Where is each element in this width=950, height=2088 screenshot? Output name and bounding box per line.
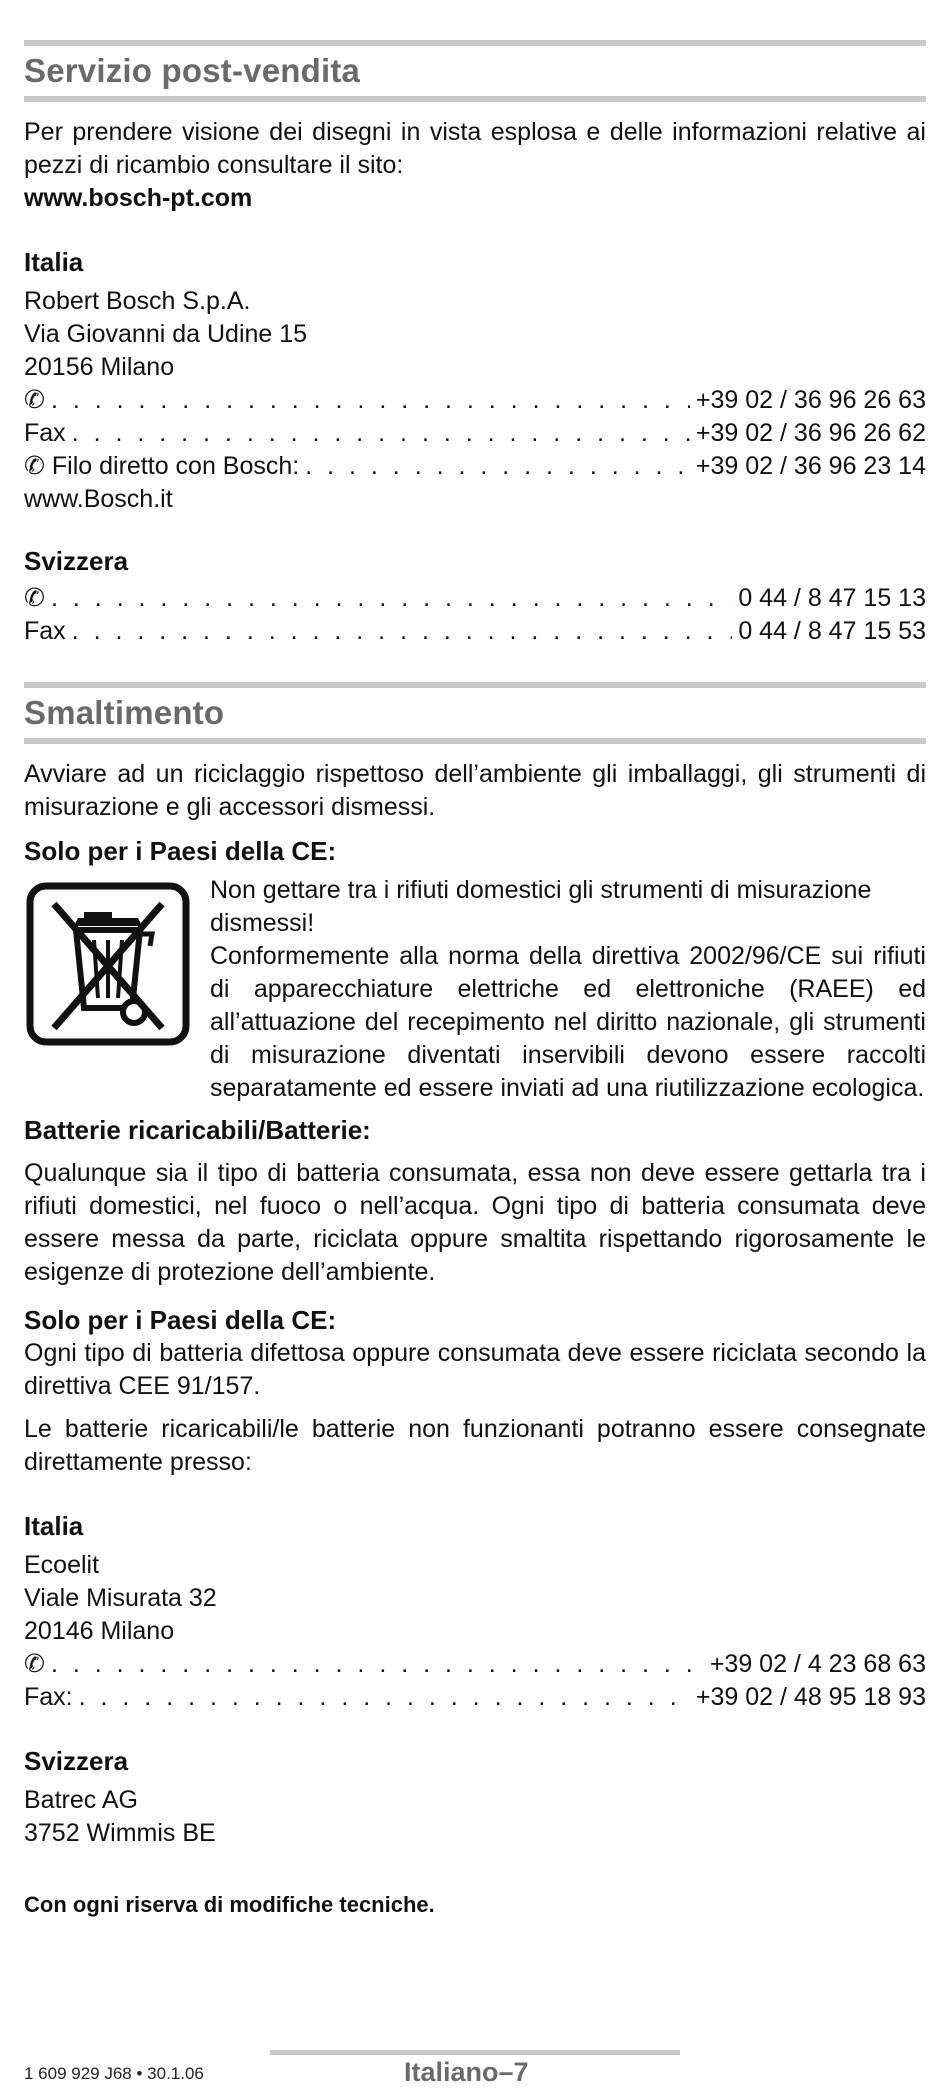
italia-website[interactable]: www.Bosch.it <box>24 485 173 513</box>
address-line: 20156 Milano <box>24 353 175 381</box>
service-svizzera-contacts <box>24 582 926 648</box>
leader-dots <box>51 1648 704 1681</box>
service-website[interactable]: www.bosch-pt.com <box>24 184 253 212</box>
fax-number: +39 02 / 36 96 26 62 <box>695 419 926 447</box>
leader-dots <box>51 384 690 417</box>
page-footer <box>0 2050 950 2087</box>
leader-dots <box>72 417 690 450</box>
leader-dots <box>51 582 732 615</box>
document-page <box>24 40 926 1918</box>
fax-label: Fax <box>24 419 66 447</box>
hotline-number: +39 02 / 36 96 23 14 <box>695 452 926 480</box>
disposal-intro: Avviare ad un riciclaggio rispettoso dell’ambiente gli imballaggi, gli strumenti di misurazione e gli accessori dismessi. <box>24 760 926 821</box>
service-intro: Per prendere visione dei disegni in vista esplosa e delle informazioni relative ai pezzi di ricambio consultare il sito: <box>24 118 926 179</box>
leader-dots <box>72 615 733 648</box>
fax-row <box>24 417 926 450</box>
phone-icon: ✆ <box>24 584 45 612</box>
weee-paragraph-2: Conformemente alla norma della direttiva 2002/96/CE sui rifiuti di apparecchiature elettriche ed elettroniche (RAEE) ed all’attuazione del recepimento nel diritto nazionale, gli strumenti di misurazione diventati inservibili devono essere raccolti separatamente ed essere inviati ad una riutilizzazione ecologica. <box>210 942 926 1102</box>
disposal-svizzera-address <box>24 1784 926 1850</box>
phone-icon: ✆ <box>24 1650 45 1678</box>
service-italia-address <box>24 285 926 384</box>
eu-batteries-text: Ogni tipo di batteria difettosa oppure consumata deve essere riciclata secondo la direttiva CEE 91/157. <box>24 1339 926 1400</box>
phone-number: +39 02 / 36 96 26 63 <box>695 386 926 414</box>
disposal-heading: Smaltimento <box>24 694 225 731</box>
phone-row <box>24 384 926 417</box>
weee-paragraph-1: Non gettare tra i rifiuti domestici gli strumenti di misurazione dismessi! <box>210 876 872 937</box>
hotline-label: ✆ Filo diretto con Bosch: <box>24 452 300 480</box>
fax-row <box>24 615 926 648</box>
phone-row <box>24 582 926 615</box>
eu-countries-title-2: Solo per i Paesi della CE: <box>24 1305 337 1335</box>
weee-block <box>24 874 926 1105</box>
disposal-italia-contacts <box>24 1648 926 1714</box>
section-header-disposal <box>24 682 926 744</box>
fax-row <box>24 1681 926 1714</box>
technical-changes-note: Con ogni riserva di modifiche tecniche. <box>24 1892 435 1917</box>
batteries-title: Batterie ricaricabili/Batterie: <box>24 1115 371 1145</box>
disposal-italia-address <box>24 1549 926 1648</box>
service-heading: Servizio post-vendita <box>24 52 361 89</box>
section-header-service <box>24 40 926 102</box>
service-svizzera-title: Svizzera <box>24 546 129 576</box>
weee-text <box>210 874 926 1105</box>
hotline-row <box>24 450 926 483</box>
address-line: 3752 Wimmis BE <box>24 1819 216 1847</box>
footer-rule <box>270 2050 680 2055</box>
fax-number: 0 44 / 8 47 15 53 <box>738 617 926 645</box>
disposal-svizzera-title: Svizzera <box>24 1746 129 1776</box>
address-line: Via Giovanni da Udine 15 <box>24 320 308 348</box>
address-line: Robert Bosch S.p.A. <box>24 287 251 315</box>
page-number: Italiano–7 <box>404 2057 529 2087</box>
disposal-italia-title: Italia <box>24 1511 84 1541</box>
fax-label: Fax <box>24 617 66 645</box>
fax-number: +39 02 / 48 95 18 93 <box>695 1683 926 1711</box>
address-line: Ecoelit <box>24 1551 100 1579</box>
fax-label: Fax: <box>24 1683 73 1711</box>
leader-dots <box>79 1681 690 1714</box>
service-italia-title: Italia <box>24 247 84 277</box>
phone-icon: ✆ <box>24 386 45 414</box>
document-code: 1 609 929 J68 • 30.1.06 <box>24 2064 204 2083</box>
address-line: 20146 Milano <box>24 1617 175 1645</box>
phone-number: +39 02 / 4 23 68 63 <box>709 1650 926 1678</box>
address-line: Batrec AG <box>24 1786 138 1814</box>
address-line: Viale Misurata 32 <box>24 1584 217 1612</box>
leader-dots <box>305 450 690 483</box>
eu-countries-title: Solo per i Paesi della CE: <box>24 836 337 866</box>
return-text: Le batterie ricaricabili/le batterie non funzionanti potranno essere consegnate direttamente presso: <box>24 1415 926 1476</box>
crossed-out-wheelie-bin-icon <box>26 882 190 1046</box>
batteries-text: Qualunque sia il tipo di batteria consumata, essa non deve essere gettarla tra i rifiuti domestici, nel fuoco o nell’acqua. Ogni tipo di batteria consumata deve essere messa da parte, riciclata oppure smaltita rispettando rigorosamente le esigenze di protezione dell’ambiente. <box>24 1159 926 1286</box>
phone-number: 0 44 / 8 47 15 13 <box>738 584 926 612</box>
phone-row <box>24 1648 926 1681</box>
service-italia-contacts <box>24 384 926 483</box>
